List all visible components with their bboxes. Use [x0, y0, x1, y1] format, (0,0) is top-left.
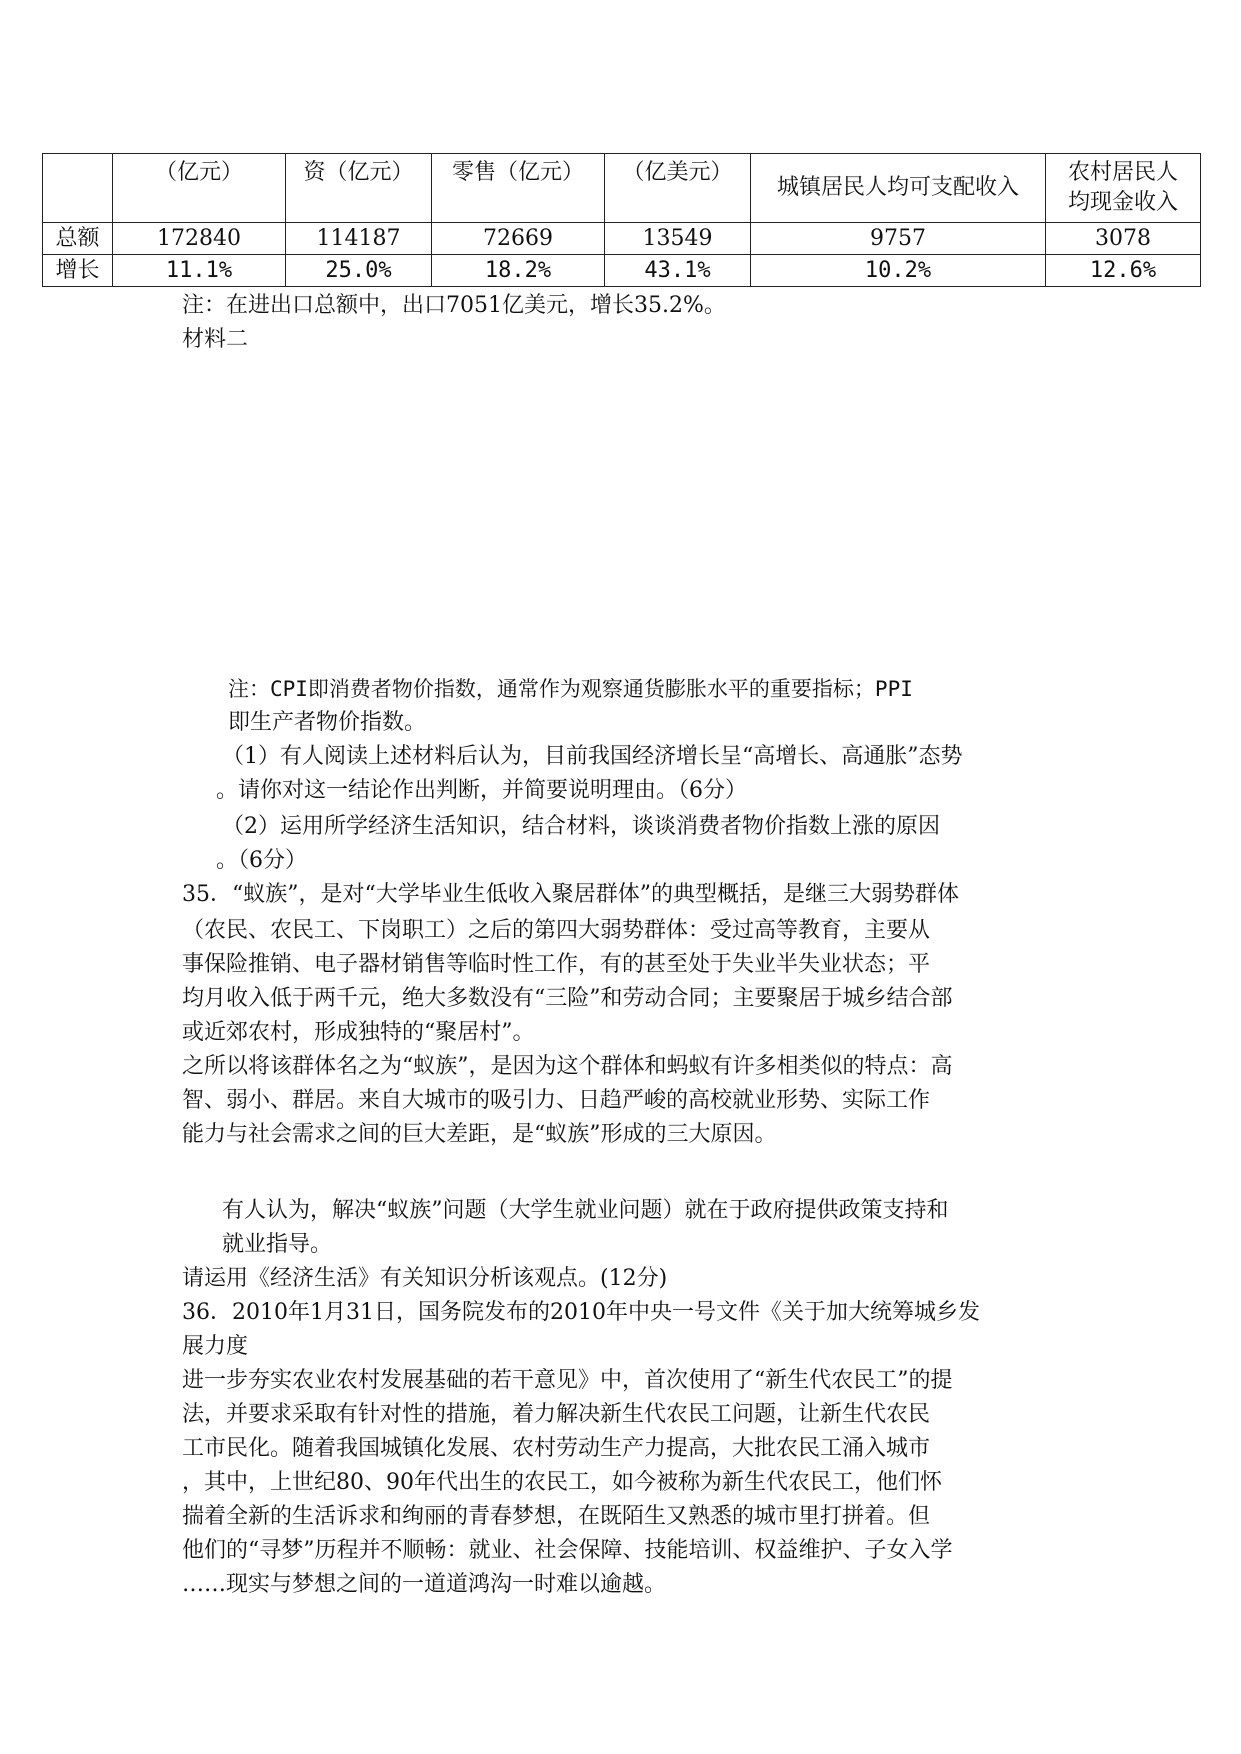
question-35-line: 能力与社会需求之间的巨大差距，是“蚁族”形成的三大原因。 [182, 1122, 777, 1147]
table-header-cell: （亿元） [113, 154, 286, 223]
question-36-line: 法，并要求采取有针对性的措施，着力解决新生代农民工问题，让新生代农民 [182, 1402, 931, 1427]
table-cell: 13549 [605, 223, 751, 255]
statistics-table [42, 153, 1201, 287]
question-35-line: 之所以将该群体名之为“蚁族”，是因为这个群体和蚂蚁有许多相类似的特点：高 [182, 1054, 953, 1079]
table-cell: 3078 [1046, 223, 1201, 255]
table-header-cell: （亿美元） [605, 154, 751, 223]
question-36-line: ……现实与梦想之间的一道道鸿沟一时难以逾越。 [182, 1572, 667, 1597]
question-1-line: 。请你对这一结论作出判断，并简要说明理由。（6分） [216, 778, 747, 803]
table-header-line: 农村居民人 [1067, 160, 1178, 185]
cpi-note-line: 注：CPI即消费者物价指数，通常作为观察通货膨胀水平的重要指标；PPI [228, 677, 913, 701]
question-35-line: 35．“蚁族”，是对“大学毕业生低收入聚居群体”的典型概括，是继三大弱势群体 [182, 882, 959, 907]
question-35-line: 事保险推销、电子器材销售等临时性工作，有的甚至处于失业半失业状态；平 [182, 952, 931, 977]
table-header-line: 均现金收入 [1067, 190, 1178, 215]
table-note: 注：在进出口总额中，出口7051亿美元，增长35.2%。 [182, 293, 726, 318]
question-36-line: 36．2010年1月31日，国务院发布的2010年中央一号文件《关于加大统筹城乡发 [182, 1300, 980, 1325]
question-2-line: 。（6分） [216, 848, 307, 873]
question-35-line: 或近郊农村，形成独特的“聚居村”。 [182, 1020, 535, 1045]
question-1-line: （1）有人阅读上述材料后认为，目前我国经济增长呈“高增长、高通胀”态势 [222, 744, 963, 769]
table-cell: 72669 [432, 223, 605, 255]
material-two-heading: 材料二 [182, 327, 249, 352]
question-36-line: 进一步夯实农业农村发展基础的若干意见》中，首次使用了“新生代农民工”的提 [182, 1368, 953, 1393]
table-cell: 9757 [751, 223, 1046, 255]
table-cell: 10.2% [751, 255, 1046, 287]
table-cell: 12.6% [1046, 255, 1201, 287]
table-cell: 172840 [113, 223, 286, 255]
question-36-line: ，其中，上世纪80、90年代出生的农民工，如今被称为新生代农民工，他们怀 [182, 1470, 942, 1495]
table-header-cell: 资（亿元） [286, 154, 432, 223]
question-36-line: 他们的“寻梦”历程并不顺畅：就业、社会保障、技能培训、权益维护、子女入学 [182, 1538, 953, 1563]
question-35-line: （农民、农民工、下岗职工）之后的第四大弱势群体：受过高等教育，主要从 [182, 918, 931, 943]
question-36-line: 展力度 [182, 1334, 249, 1359]
question-36-line: 揣着全新的生活诉求和绚丽的青春梦想，在既陌生又熟悉的城市里打拼着。但 [182, 1504, 931, 1529]
question-35-line: 均月收入低于两千元，绝大多数没有“三险”和劳动合同；主要聚居于城乡结合部 [182, 986, 953, 1011]
table-header-cell: 城镇居民人均可支配收入 [751, 154, 1046, 223]
row-label: 总额 [43, 223, 113, 255]
question-36-line: 工市民化。随着我国城镇化发展、农村劳动生产力提高，大批农民工涌入城市 [182, 1436, 931, 1461]
row-label: 增长 [43, 255, 113, 287]
table-header-cell [43, 154, 113, 223]
question-35-line: 智、弱小、群居。来自大城市的吸引力、日趋严峻的高校就业形势、实际工作 [182, 1088, 931, 1113]
table-row [43, 223, 1201, 255]
table-cell: 25.0% [286, 255, 432, 287]
question-35-view-line: 有人认为，解决“蚁族”问题（大学生就业问题）就在于政府提供政策支持和 [222, 1198, 949, 1223]
table-header-cell [1046, 154, 1201, 223]
table-cell: 18.2% [432, 255, 605, 287]
cpi-note-line: 即生产者物价指数。 [228, 710, 427, 735]
question-35-task: 请运用《经济生活》有关知识分析该观点。(12分) [182, 1266, 668, 1291]
table-row [43, 255, 1201, 287]
question-2-line: （2）运用所学经济生活知识，结合材料，谈谈消费者物价指数上涨的原因 [222, 814, 940, 839]
table-header-row [43, 154, 1201, 223]
table-header-cell: 零售（亿元） [432, 154, 605, 223]
question-35-view-line: 就业指导。 [222, 1232, 333, 1257]
table-cell: 114187 [286, 223, 432, 255]
table-cell: 43.1% [605, 255, 751, 287]
table-cell: 11.1% [113, 255, 286, 287]
